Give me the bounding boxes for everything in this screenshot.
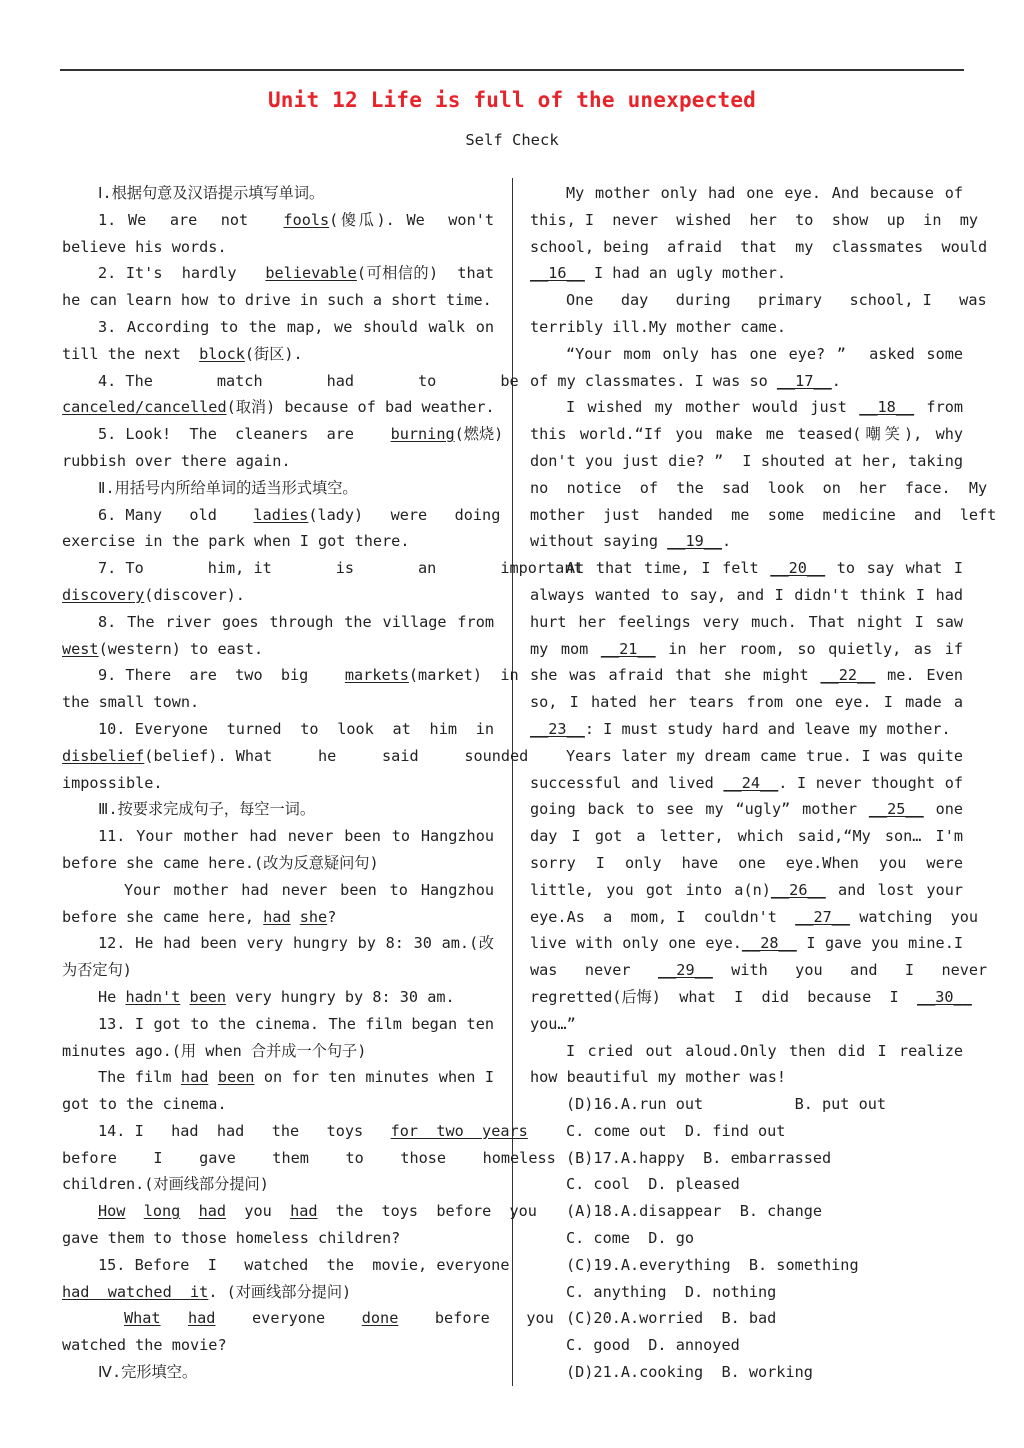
text-line (530, 796, 963, 823)
answer-text: __23__ (530, 719, 585, 738)
line-text: 14. I had had the toys (98, 1121, 391, 1140)
text-line (62, 823, 494, 850)
text-line (62, 770, 494, 797)
line-text: hurt her feelings very much. That night I saw (530, 612, 963, 631)
line-text: the small town. (62, 693, 200, 712)
answer-text: been (189, 987, 227, 1006)
answer-text: __27__ (795, 907, 851, 926)
line-text: 5. Look! The cleaners are (98, 425, 391, 444)
text-line (530, 930, 963, 957)
answer-text: been (217, 1068, 255, 1087)
answer-text: discovery (62, 585, 145, 604)
line-text: she was afraid that she might (530, 666, 821, 685)
answer-text: had (188, 1309, 216, 1328)
line-text: very hungry by 8: 30 am. (226, 987, 455, 1006)
text-line (530, 609, 963, 636)
text-line (62, 421, 504, 448)
line-text: 7. To him, it is an important (98, 559, 583, 578)
text-line (530, 368, 963, 395)
line-text: everyone (215, 1309, 362, 1328)
text-line (62, 850, 494, 877)
line-text: regretted(后悔) what I did because I (530, 987, 917, 1006)
line-text: (D)21.A.cooking B. working (566, 1363, 813, 1382)
line-text: 15. Before I watched the movie, everyone (98, 1255, 510, 1274)
line-text: the toys before you (317, 1202, 537, 1221)
text-line (530, 689, 963, 716)
line-text: C. good D. annoyed (566, 1336, 740, 1355)
line-text: exercise in the park when I got there. (62, 532, 410, 551)
answer-text: done (361, 1309, 399, 1328)
text-line (62, 930, 494, 957)
line-text: I cried out aloud.Only then did I realize (566, 1041, 963, 1060)
line-text: children.(对画线部分提问) (62, 1175, 269, 1194)
text-line (530, 770, 963, 797)
text-line (530, 1145, 963, 1172)
line-text: He (98, 987, 126, 1006)
answer-text: had (263, 907, 291, 926)
text-line (530, 555, 963, 582)
text-line (530, 234, 988, 261)
text-line (62, 957, 494, 984)
line-text: sorry I only have one eye.When you were (530, 853, 963, 872)
line-text: this world.“If you make me teased(嘲笑), why (530, 425, 963, 444)
line-text: before you (398, 1309, 554, 1328)
page-subtitle: Self Check (465, 131, 559, 149)
line-text: mother just handed me some medicine and left (530, 505, 997, 524)
text-line (530, 1279, 963, 1306)
answer-text: __18__ (859, 398, 915, 417)
line-text: school, being afraid that my classmates would (530, 237, 988, 256)
text-line (62, 475, 494, 502)
line-text: no notice of the sad look on her face. My (530, 478, 988, 497)
text-line (530, 823, 963, 850)
text-line (62, 368, 519, 395)
line-text: before she came here.(改为反意疑问句) (62, 853, 379, 872)
line-text (180, 1202, 198, 1220)
answer-text: she (299, 907, 328, 926)
line-text: At that time, I felt (566, 559, 771, 578)
text-line (62, 796, 494, 823)
text-line (530, 1332, 963, 1359)
text-line (530, 502, 997, 529)
text-line (62, 1091, 494, 1118)
line-text: was never (530, 961, 659, 980)
line-text: I wished my mother would just (566, 398, 860, 417)
line-text (208, 1068, 217, 1086)
text-line (62, 260, 494, 287)
line-text: and lost your (825, 880, 963, 899)
text-line (62, 448, 494, 475)
line-text: (D)16.A.run out B. put out (566, 1095, 887, 1114)
answer-text: had (180, 1068, 209, 1087)
answer-text: __26__ (770, 880, 826, 899)
answer-text: had (290, 1202, 318, 1221)
line-text: before she came here, (62, 907, 264, 926)
answer-text: __29__ (658, 961, 713, 980)
text-line (62, 716, 494, 743)
line-text: (market) in (408, 666, 519, 685)
line-text: he can learn how to drive in such a short time. (62, 291, 492, 310)
line-text: 10. Everyone turned to look at him in (98, 719, 494, 738)
line-text: C. cool D. pleased (566, 1175, 740, 1194)
text-line (62, 1171, 494, 1198)
line-text: . (831, 371, 841, 390)
text-line (62, 636, 494, 663)
text-line (62, 555, 583, 582)
text-line (530, 957, 988, 984)
answer-text: __25__ (868, 800, 924, 819)
line-text: (街区). (244, 344, 303, 363)
right-column (530, 180, 997, 1386)
line-text: without saying (530, 532, 668, 551)
text-line (62, 1305, 554, 1332)
text-line (62, 234, 494, 261)
line-text: from (914, 398, 963, 417)
line-text: got to the cinema. (62, 1095, 227, 1114)
answer-text: __20__ (770, 559, 826, 578)
text-line (62, 502, 501, 529)
text-line (62, 1145, 556, 1172)
line-text: 3. According to the map, we should walk on (98, 317, 494, 336)
line-text: Ⅱ.用括号内所给单词的适当形式填空。 (98, 478, 358, 497)
line-text: (A)18.A.disappear B. change (566, 1202, 823, 1221)
line-text: Ⅰ.根据句意及汉语提示填写单词。 (98, 184, 325, 202)
text-line (530, 1091, 963, 1118)
text-line (530, 850, 963, 877)
line-text: 4. The match had to be (98, 371, 519, 390)
text-line (530, 207, 979, 234)
text-line (530, 1359, 963, 1386)
line-text: till the next (62, 344, 200, 363)
answer-text: __21__ (600, 639, 656, 658)
text-line (530, 528, 963, 555)
answer-text: long (143, 1202, 181, 1221)
line-text: so, I hated her tears from one eye. I made a (530, 693, 963, 712)
text-line (62, 528, 494, 555)
line-text: my mom (530, 639, 601, 658)
line-text (125, 1202, 143, 1220)
line-text: eye.As a mom, I couldn't (530, 907, 796, 926)
text-line (530, 582, 963, 609)
line-text: you (226, 1202, 291, 1221)
text-line (62, 984, 494, 1011)
text-line (62, 662, 519, 689)
line-text: Ⅳ.完形填空。 (98, 1363, 198, 1382)
line-text: 为否定句) (62, 961, 132, 980)
line-text: ? (327, 907, 337, 926)
text-line (62, 1332, 494, 1359)
answer-text: burning (390, 425, 455, 444)
text-line (62, 180, 494, 207)
text-line (530, 1011, 963, 1038)
text-line (62, 904, 494, 931)
line-text: to say what I (825, 559, 963, 578)
line-text: day I got a letter, which said,“My son… I'm (530, 827, 963, 846)
answer-text: __28__ (741, 934, 797, 953)
text-line (62, 743, 529, 770)
line-text: (lady) were doing (308, 505, 501, 524)
answer-text: __22__ (820, 666, 876, 685)
line-text (161, 1309, 188, 1327)
answer-text: __19__ (667, 532, 723, 551)
line-text: C. come out D. find out (566, 1121, 786, 1140)
text-line (62, 207, 494, 234)
line-text: I gave you mine.I (796, 934, 963, 953)
line-text: this, I never wished her to show up in my (530, 210, 979, 229)
line-text: (belief). What he said sounded (144, 746, 529, 765)
text-line (530, 1064, 963, 1091)
line-text: I had an ugly mother. (584, 264, 787, 283)
answer-text: __24__ (723, 773, 779, 792)
text-line (62, 314, 494, 341)
line-text: little, you got into a(n) (530, 880, 771, 899)
line-text: (C)20.A.worried B. bad (566, 1309, 777, 1328)
line-text: (C)19.A.everything B. something (566, 1255, 859, 1274)
text-line (530, 475, 988, 502)
text-line (530, 1171, 963, 1198)
text-line (62, 1225, 494, 1252)
line-text: Ⅲ.按要求完成句子，每空一词。 (98, 800, 316, 819)
line-text: 11. Your mother had never been to Hangzhou (98, 827, 494, 846)
line-text: going back to see my “ugly” mother (530, 800, 869, 819)
text-line (530, 1252, 963, 1279)
line-text: 6. Many old (98, 505, 254, 524)
line-text: (可相信的) that (356, 264, 494, 283)
text-line (62, 341, 494, 368)
text-line (62, 287, 494, 314)
answer-text: hadn't (125, 987, 181, 1006)
text-line (530, 636, 963, 663)
line-text: before I gave them to those homeless (62, 1148, 556, 1167)
line-text: (傻瓜). We won't (329, 210, 494, 229)
line-text: don't you just die? ” I shouted at her, taking (530, 451, 963, 470)
line-text: successful and lived (530, 773, 724, 792)
text-line (62, 877, 494, 904)
line-text: The film (98, 1068, 181, 1087)
text-line (530, 314, 963, 341)
line-text: (western) to east. (98, 639, 264, 658)
answer-text: had (198, 1202, 227, 1221)
line-text: live with only one eye. (530, 934, 742, 953)
line-text: gave them to those homeless children? (62, 1229, 401, 1248)
line-text: minutes ago.(用 when 合并成一个句子) (62, 1041, 367, 1060)
line-text: 2. It's hardly (98, 264, 266, 283)
line-text (291, 908, 300, 926)
text-line (62, 1011, 494, 1038)
text-line (530, 716, 963, 743)
line-text: watched the movie? (62, 1336, 227, 1355)
line-text: terribly ill.My mother came. (530, 317, 787, 336)
line-text: One day during primary school, I was (566, 291, 987, 310)
text-line (62, 1118, 528, 1145)
answer-text: __30__ (916, 987, 972, 1006)
text-line (530, 341, 963, 368)
line-text: (discover). (144, 585, 245, 604)
line-text: with you and I never (712, 961, 988, 980)
line-text: Your mother had never been to Hangzhou (124, 880, 494, 899)
line-text: impossible. (62, 773, 163, 792)
answer-text: What (124, 1309, 161, 1328)
text-line (62, 1279, 494, 1306)
line-text: in her room, so quietly, as if (655, 639, 963, 658)
text-line (62, 1252, 510, 1279)
text-line (530, 421, 963, 448)
line-text: 13. I got to the cinema. The film began ten (98, 1014, 494, 1033)
line-text: Years later my dream came true. I was quite (566, 746, 963, 765)
answer-text: markets (344, 666, 409, 685)
text-line (62, 609, 494, 636)
text-line (530, 662, 963, 689)
answer-text: for two years (390, 1121, 528, 1140)
answer-text: had watched it (62, 1282, 209, 1301)
line-text: (取消) because of bad weather. (226, 398, 495, 417)
text-line (62, 582, 494, 609)
line-text: believe his words. (62, 237, 227, 256)
text-line (530, 1305, 963, 1332)
text-line (530, 1038, 963, 1065)
line-text: one (923, 800, 963, 819)
answer-text: fools (283, 210, 330, 229)
text-line (530, 984, 972, 1011)
line-text: My mother only had one eye. And because of (566, 184, 963, 202)
text-line (62, 689, 494, 716)
answer-text: __17__ (776, 371, 832, 390)
line-text: rubbish over there again. (62, 451, 291, 470)
text-line (62, 394, 494, 421)
line-text: you…” (530, 1014, 576, 1033)
top-rule (60, 69, 964, 71)
line-text: watching you (850, 907, 979, 926)
line-text: C. come D. go (566, 1229, 695, 1248)
line-text: “Your mom only has one eye? ” asked some (566, 344, 963, 363)
line-text: always wanted to say, and I didn't think I had (530, 585, 963, 604)
line-text: : I must study hard and leave my mother. (584, 719, 951, 738)
line-text: (燃烧) (454, 425, 504, 444)
text-line (62, 1064, 494, 1091)
answer-text: ladies (253, 505, 309, 524)
line-text: on for ten minutes when I (254, 1068, 494, 1087)
answer-text: disbelief (62, 746, 145, 765)
text-line (62, 1359, 494, 1386)
line-text: 12. He had been very hungry by 8: 30 am.(改 (98, 934, 494, 953)
answer-text: How (98, 1202, 126, 1221)
line-text: me. Even (875, 666, 963, 685)
answer-text: west (62, 639, 99, 658)
line-text: . (对画线部分提问) (208, 1282, 352, 1301)
answer-text: block (199, 344, 245, 363)
text-line (530, 394, 963, 421)
line-text: (B)17.A.happy B. embarrassed (566, 1148, 832, 1167)
text-line (530, 1225, 963, 1252)
text-line (530, 904, 979, 931)
text-line (530, 877, 963, 904)
line-text: how beautiful my mother was! (530, 1068, 787, 1087)
line-text: 9. There are two big (98, 666, 345, 685)
answer-text: canceled/cancelled (62, 398, 227, 417)
answer-text: believable (265, 264, 357, 283)
line-text: 8. The river goes through the village from (98, 612, 494, 631)
text-line (530, 1198, 963, 1225)
text-line (530, 287, 987, 314)
line-text: 1. We are not (98, 210, 284, 229)
text-line (530, 743, 963, 770)
answer-text: __16__ (530, 264, 585, 283)
text-line (530, 180, 963, 207)
line-text: . (722, 532, 732, 551)
line-text: . I never thought of (778, 773, 963, 792)
text-line (62, 1198, 537, 1225)
page-title: Unit 12 Life is full of the unexpected (267, 88, 757, 112)
line-text: of my classmates. I was so (530, 371, 777, 390)
text-line (62, 1038, 494, 1065)
text-line (530, 260, 963, 287)
line-text: C. anything D. nothing (566, 1282, 777, 1301)
text-line (530, 448, 963, 475)
text-line (530, 1118, 963, 1145)
